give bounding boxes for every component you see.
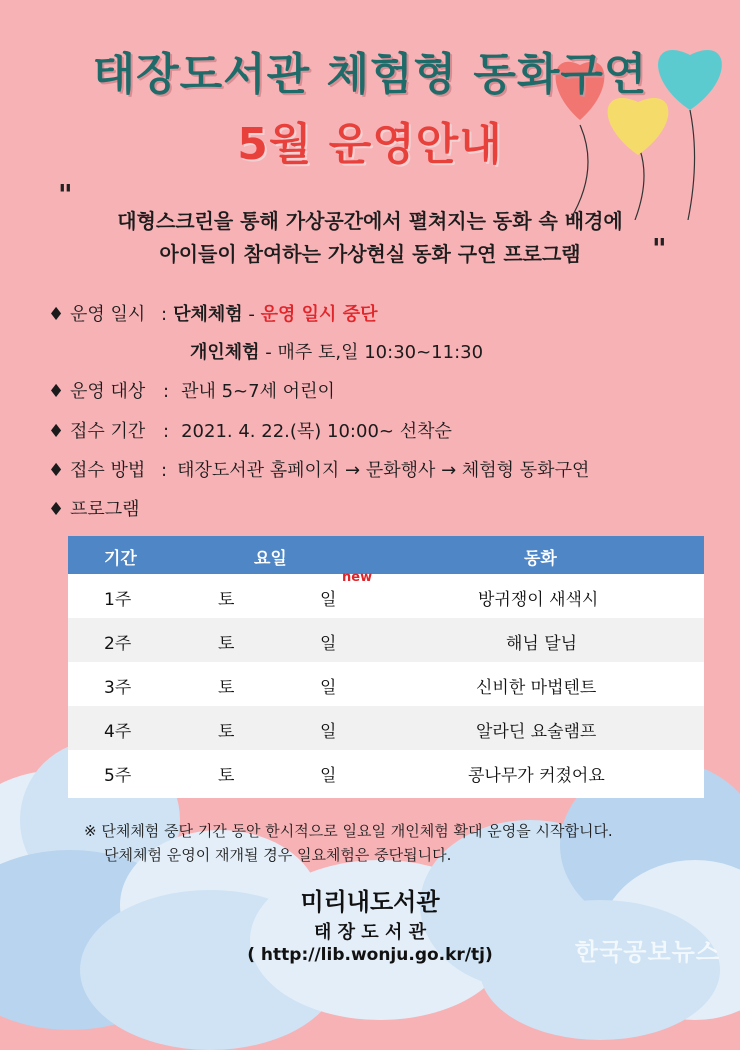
intro-line-2: 아이들이 참여하는 가상현실 동화 구연 프로그램 [159,242,581,266]
page-title: 태장도서관 체험형 동화구연 [92,49,648,100]
sunday-cell: 일 [320,634,337,654]
page-subtitle: 5월 운영안내 [237,119,503,170]
story-cell: 알라딘 요술램프 [476,722,597,742]
intro-line-1: 대형스크린을 통해 가상공간에서 펼쳐지는 동화 속 배경에 [117,209,623,233]
new-badge: new [342,570,373,585]
info-schedule: ♦ 운영 일시 : 단체체험 - 운영 일시 중단 [48,304,378,325]
table-header [68,536,704,574]
header-period: 기간 [104,549,137,569]
week-cell: 3주 [104,678,132,698]
week-cell: 4주 [104,722,132,742]
program-table [68,536,704,798]
week-cell: 1주 [104,590,132,610]
note-line-2: 단체체험 운영이 재개될 경우 일요체험은 중단됩니다. [104,846,452,864]
table-row [68,570,704,618]
bullet-icon: ♦ [48,381,65,402]
bullet-icon: ♦ [48,499,65,520]
sunday-cell: 일 [320,766,337,786]
week-cell: 5주 [104,766,132,786]
saturday-cell: 토 [218,590,235,610]
bullet-icon: ♦ [48,421,65,442]
bullet-icon: ♦ [48,460,65,481]
bullet-icon: ♦ [48,304,65,325]
table-row [68,706,704,750]
info-individual: 개인체험 - 매주 토,일 10:30~11:30 [190,342,484,363]
info-period: ♦ 접수 기간 : 2021. 4. 22.(목) 10:00~ 선착순 [48,421,452,442]
header-story: 동화 [524,549,557,569]
saturday-cell: 토 [218,678,235,698]
table-row [68,618,704,662]
note-line-1: ※ 단체체험 중단 기간 동안 한시적으로 일요일 개인체험 확대 운영을 시작합니다. [84,822,613,840]
table-row [68,750,704,794]
sunday-cell: 일 [320,678,337,698]
footer-url: ( http://lib.wonju.go.kr/tj) [247,945,493,965]
footer-org: 미리내도서관 [300,888,440,916]
saturday-cell: 토 [218,634,235,654]
info-target: ♦ 운영 대상 : 관내 5~7세 어린이 [48,381,335,402]
info-method: ♦ 접수 방법 : 태장도서관 홈페이지 → 문화행사 → 체험형 동화구연 [48,460,590,481]
info-program: ♦ 프로그램 [48,499,140,520]
watermark-text: 한국공보뉴스 [574,938,720,966]
saturday-cell: 토 [218,722,235,742]
story-cell: 방귀쟁이 새색시 [478,590,599,610]
story-cell: 해님 달님 [506,634,578,654]
quote-close-mark: " [652,232,667,265]
table-row [68,662,704,706]
story-cell: 신비한 마법텐트 [476,678,597,698]
group-status: 운영 일시 중단 [260,304,378,325]
week-cell: 2주 [104,634,132,654]
header-day: 요일 [254,549,287,569]
story-cell: 콩나무가 커졌어요 [468,766,605,786]
footer-library: 태 장 도 서 관 [313,922,426,943]
saturday-cell: 토 [218,766,235,786]
sunday-cell: 일 [320,590,337,610]
quote-open-mark: " [58,178,73,211]
sunday-cell: 일 [320,722,337,742]
